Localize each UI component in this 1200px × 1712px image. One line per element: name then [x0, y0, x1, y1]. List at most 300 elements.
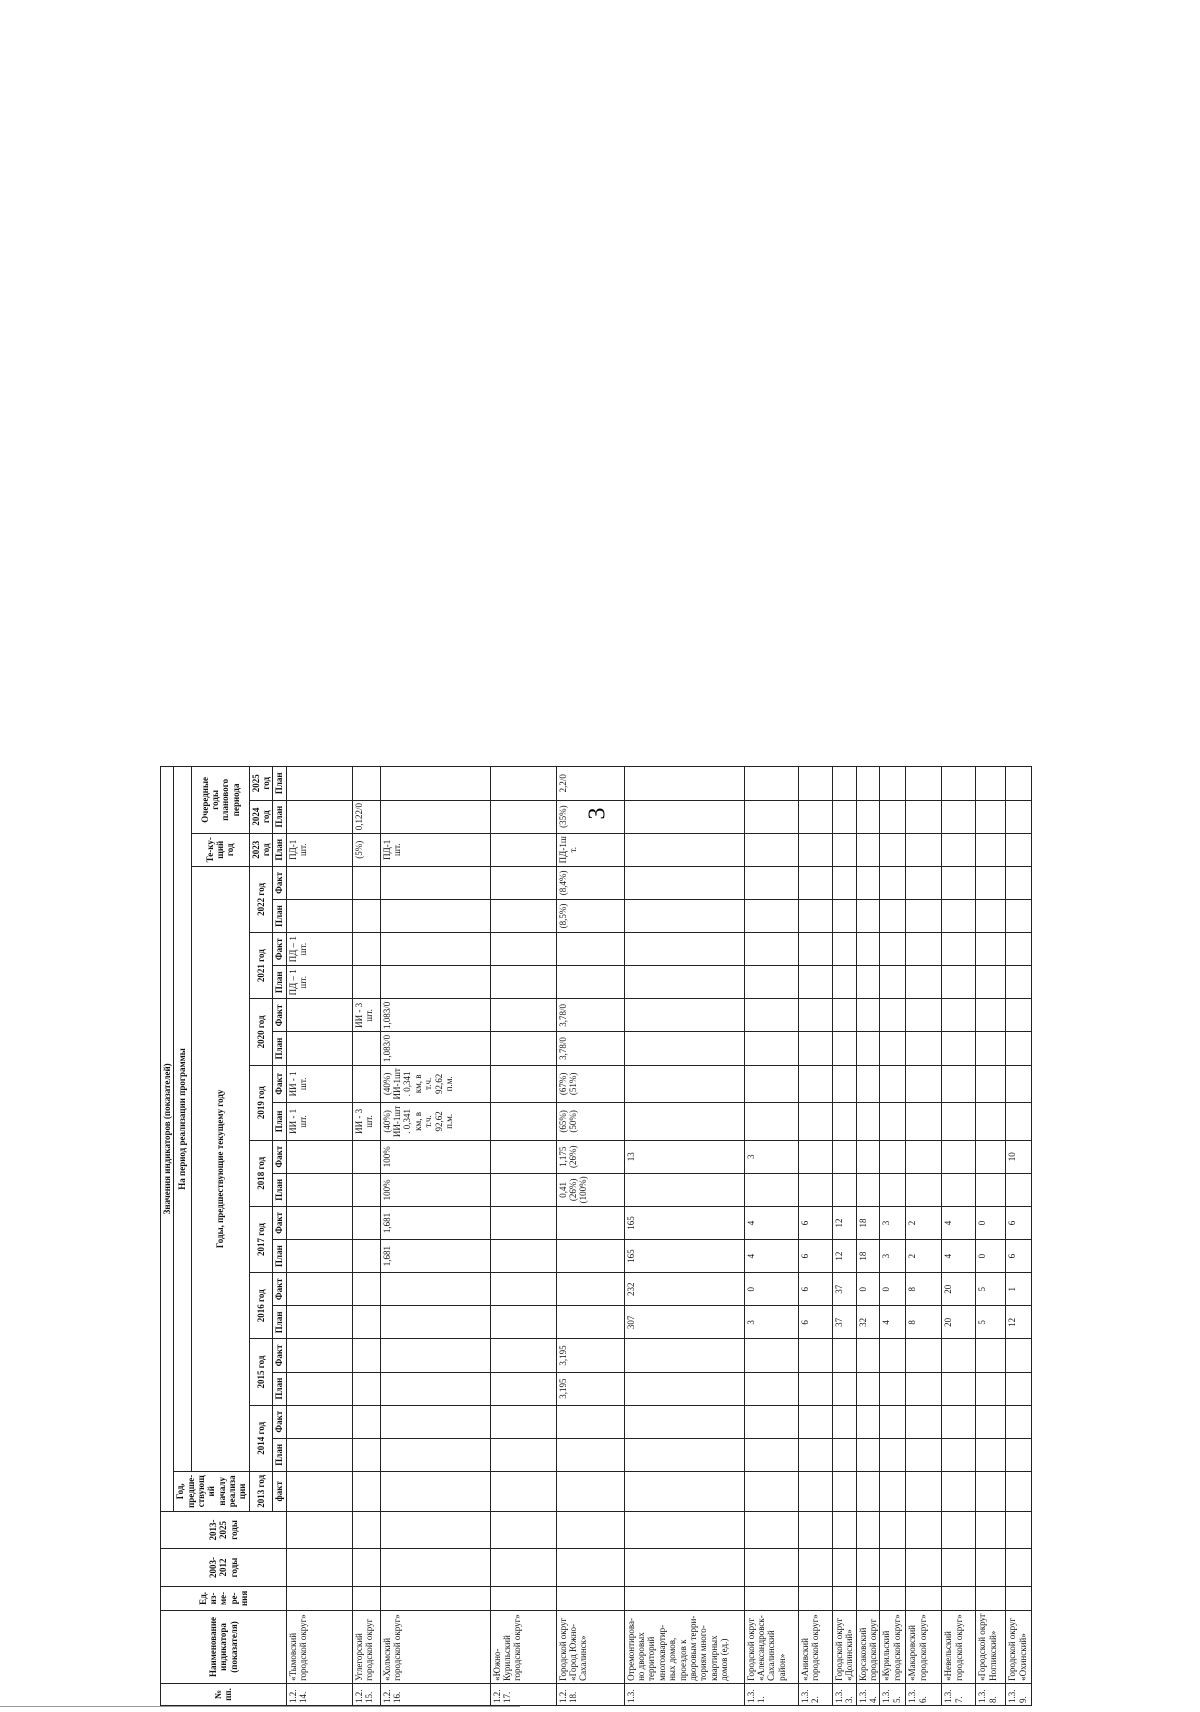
cell-v2016p: 6: [798, 1306, 832, 1339]
table-row: [352, 767, 380, 1706]
cell-v2023: [942, 833, 976, 866]
cell-v2013f: [556, 1471, 624, 1511]
cell-empty: [380, 1549, 490, 1587]
cell-v2016p: 8: [906, 1306, 942, 1339]
table-row: [942, 767, 976, 1706]
cell-v2017f: [352, 1206, 380, 1239]
header-values-title: Значения индикаторов (показателей): [161, 767, 174, 1512]
cell-empty: [1006, 1549, 1032, 1587]
cell-v2014p: [976, 1438, 1006, 1471]
cell-v2016f: [352, 1273, 380, 1306]
plan-2025: План: [273, 767, 286, 801]
cell-v2023: [906, 833, 942, 866]
header-row-1: [161, 767, 174, 1706]
table-row: [744, 767, 798, 1706]
cell-v2020p: 3,78/0: [556, 1032, 624, 1065]
cell-v2016f: 8: [906, 1273, 942, 1306]
cell-v2013f: [832, 1471, 856, 1511]
cell-v2022f: [286, 866, 352, 899]
cell-v2025: [490, 767, 556, 801]
cell-name: «Макаровский городской округ»: [906, 1611, 942, 1684]
cell-v2024: [856, 800, 880, 833]
cell-empty: [798, 1511, 832, 1549]
cell-num: 1.2.16.: [380, 1683, 490, 1705]
cell-num: 1.3.8.: [976, 1683, 1006, 1705]
cell-v2025: [832, 767, 856, 801]
cell-v2020p: [942, 1032, 976, 1065]
cell-empty: [744, 1586, 798, 1610]
cell-v2019p: [856, 1103, 880, 1141]
cell-v2019p: [942, 1103, 976, 1141]
cell-v2024: (35%): [556, 800, 624, 833]
cell-v2018f: [352, 1140, 380, 1173]
cell-v2024: [380, 800, 490, 833]
cell-v2019f: ИИ - 1 шт.: [286, 1065, 352, 1103]
cell-v2022f: (8,4%): [556, 866, 624, 899]
cell-v2025: [856, 767, 880, 801]
cell-v2020f: [798, 999, 832, 1032]
cell-v2019p: [624, 1103, 744, 1141]
cell-v2017p: 4: [942, 1240, 976, 1273]
cell-v2022p: [286, 899, 352, 932]
cell-v2021p: [856, 966, 880, 999]
cell-v2018p: [744, 1173, 798, 1206]
cell-v2018p: 100%: [380, 1173, 490, 1206]
year-2013: 2013 год: [249, 1471, 273, 1511]
cell-v2015p: [1006, 1372, 1032, 1405]
cell-empty: [352, 1586, 380, 1610]
cell-v2016f: 37: [832, 1273, 856, 1306]
cell-name: «Тымовский городской округ»: [286, 1611, 352, 1684]
cell-v2020p: [490, 1032, 556, 1065]
cell-v2017f: 3: [880, 1206, 906, 1239]
cell-v2021f: ПД – 1 шт.: [286, 933, 352, 966]
cell-v2019p: [1006, 1103, 1032, 1141]
cell-v2017p: 0: [976, 1240, 1006, 1273]
cell-v2025: 2,2/0: [556, 767, 624, 801]
cell-v2022f: [976, 866, 1006, 899]
cell-v2025: [1006, 767, 1032, 801]
cell-v2022p: [352, 899, 380, 932]
cell-v2021p: [942, 966, 976, 999]
cell-v2016p: 3: [744, 1306, 798, 1339]
cell-v2019f: [1006, 1065, 1032, 1103]
cell-name: «Городской округ Ногликский»: [976, 1611, 1006, 1684]
cell-empty: [906, 1511, 942, 1549]
cell-v2025: [976, 767, 1006, 801]
cell-empty: [556, 1549, 624, 1587]
cell-v2021p: [880, 966, 906, 999]
cell-v2014f: [380, 1405, 490, 1438]
cell-empty: [880, 1511, 906, 1549]
cell-v2022p: [906, 899, 942, 932]
cell-v2014p: [906, 1438, 942, 1471]
cell-empty: [1006, 1586, 1032, 1610]
cell-empty: [624, 1586, 744, 1610]
cell-v2022f: [380, 866, 490, 899]
fact-2016: Факт: [273, 1273, 286, 1306]
cell-v2019p: ИИ - 3 шт.: [352, 1103, 380, 1141]
cell-v2022p: [880, 899, 906, 932]
cell-v2019f: [744, 1065, 798, 1103]
cell-v2020f: [1006, 999, 1032, 1032]
cell-v2019f: [798, 1065, 832, 1103]
table-row: [1006, 767, 1032, 1706]
cell-empty: [798, 1586, 832, 1610]
plan-2023: План: [273, 833, 286, 866]
cell-v2014p: [832, 1438, 856, 1471]
header-prev-years: Годы, предшествующие текущему году: [191, 866, 249, 1471]
cell-v2021f: [942, 933, 976, 966]
cell-empty: [286, 1549, 352, 1587]
cell-v2014p: [352, 1438, 380, 1471]
plan-2014: План: [273, 1438, 286, 1471]
cell-empty: [942, 1549, 976, 1587]
cell-v2021p: [1006, 966, 1032, 999]
cell-v2017p: [556, 1240, 624, 1273]
cell-v2024: [880, 800, 906, 833]
table-row: [380, 767, 490, 1706]
cell-v2016p: 12: [1006, 1306, 1032, 1339]
cell-v2016f: [380, 1273, 490, 1306]
cell-v2019p: ИИ - 1 шт.: [286, 1103, 352, 1141]
cell-v2023: [798, 833, 832, 866]
cell-v2015f: [624, 1339, 744, 1372]
cell-v2016f: 1: [1006, 1273, 1032, 1306]
cell-name: Городской округ «Город Южно-Сахалинск»: [556, 1611, 624, 1684]
cell-empty: [286, 1586, 352, 1610]
cell-v2017p: 1,681: [380, 1240, 490, 1273]
cell-name: Городской округ «Охинский»: [1006, 1611, 1032, 1684]
year-2015: 2015 год: [249, 1339, 273, 1405]
cell-v2015p: [490, 1372, 556, 1405]
cell-v2015f: [798, 1339, 832, 1372]
cell-v2014f: [798, 1405, 832, 1438]
cell-v2022p: [942, 899, 976, 932]
cell-v2016p: [352, 1306, 380, 1339]
cell-empty: [352, 1511, 380, 1549]
cell-v2025: [906, 767, 942, 801]
cell-empty: [832, 1511, 856, 1549]
cell-v2017p: 165: [624, 1240, 744, 1273]
cell-num: 1.2.18.: [556, 1683, 624, 1705]
cell-v2013f: [1006, 1471, 1032, 1511]
cell-v2020p: [880, 1032, 906, 1065]
cell-v2015f: [856, 1339, 880, 1372]
cell-empty: [976, 1586, 1006, 1610]
cell-empty: [976, 1549, 1006, 1587]
cell-v2014f: [880, 1405, 906, 1438]
cell-empty: [352, 1549, 380, 1587]
cell-v2020p: [352, 1032, 380, 1065]
cell-v2022p: [798, 899, 832, 932]
plan-2020: План: [273, 1032, 286, 1065]
table-row: [906, 767, 942, 1706]
cell-v2019p: (65%) (50%): [556, 1103, 624, 1141]
cell-v2023: [832, 833, 856, 866]
cell-v2020f: [976, 999, 1006, 1032]
cell-v2024: [976, 800, 1006, 833]
cell-v2014f: [976, 1405, 1006, 1438]
cell-v2021f: [856, 933, 880, 966]
scan-edge-line: [0, 1706, 520, 1707]
fact-2020: Факт: [273, 999, 286, 1032]
year-2023: 2023 год: [249, 833, 273, 866]
cell-v2015f: [906, 1339, 942, 1372]
table-row: [556, 767, 624, 1706]
header-prev-year: Год, предше-ствующий началу реализации: [174, 1471, 249, 1511]
cell-v2013f: [286, 1471, 352, 1511]
cell-v2018f: [832, 1140, 856, 1173]
cell-v2022f: [490, 866, 556, 899]
cell-v2022p: [380, 899, 490, 932]
cell-empty: [380, 1511, 490, 1549]
cell-v2023: ПД-1шт.: [556, 833, 624, 866]
year-2022: 2022 год: [249, 866, 273, 932]
cell-v2014f: [744, 1405, 798, 1438]
cell-v2013f: [624, 1471, 744, 1511]
cell-empty: [832, 1549, 856, 1587]
cell-v2018f: [906, 1140, 942, 1173]
table-row: [286, 767, 352, 1706]
table-row: [976, 767, 1006, 1706]
cell-v2020p: [856, 1032, 880, 1065]
cell-v2015f: [832, 1339, 856, 1372]
cell-v2021f: [880, 933, 906, 966]
cell-v2020f: [832, 999, 856, 1032]
cell-v2017p: 2: [906, 1240, 942, 1273]
cell-v2016p: 307: [624, 1306, 744, 1339]
cell-v2022f: [880, 866, 906, 899]
cell-v2016f: 20: [942, 1273, 976, 1306]
cell-v2019f: [942, 1065, 976, 1103]
cell-v2014f: [1006, 1405, 1032, 1438]
cell-empty: [490, 1549, 556, 1587]
cell-v2014p: [286, 1438, 352, 1471]
cell-v2022f: [832, 866, 856, 899]
cell-empty: [286, 1511, 352, 1549]
cell-v2015f: [286, 1339, 352, 1372]
cell-v2014f: [906, 1405, 942, 1438]
cell-v2016f: [556, 1273, 624, 1306]
cell-num: 1.3.4.: [856, 1683, 880, 1705]
cell-v2017f: 0: [976, 1206, 1006, 1239]
cell-v2018f: [942, 1140, 976, 1173]
cell-v2017f: [556, 1206, 624, 1239]
fact-2019: Факт: [273, 1065, 286, 1103]
cell-v2019f: [856, 1065, 880, 1103]
rotated-table-wrapper: [160, 32, 1100, 1706]
cell-v2024: [906, 800, 942, 833]
cell-v2018f: 10: [1006, 1140, 1032, 1173]
plan-2019: План: [273, 1103, 286, 1141]
fact-2015: Факт: [273, 1339, 286, 1372]
cell-v2017p: [286, 1240, 352, 1273]
cell-v2016p: 5: [976, 1306, 1006, 1339]
cell-v2020p: [624, 1032, 744, 1065]
plan-2022: План: [273, 899, 286, 932]
cell-v2019f: [490, 1065, 556, 1103]
cell-name: «Невельский городской округ»: [942, 1611, 976, 1684]
cell-v2016p: 4: [880, 1306, 906, 1339]
year-2019: 2019 год: [249, 1065, 273, 1140]
cell-v2022p: [624, 899, 744, 932]
table-row: [624, 767, 744, 1706]
cell-v2025: [286, 767, 352, 801]
cell-v2023: ПД-1 шт.: [380, 833, 490, 866]
cell-v2017p: [352, 1240, 380, 1273]
cell-v2017p: 12: [832, 1240, 856, 1273]
cell-v2015p: [976, 1372, 1006, 1405]
cell-v2016f: 232: [624, 1273, 744, 1306]
cell-empty: [906, 1586, 942, 1610]
cell-v2017p: 3: [880, 1240, 906, 1273]
cell-v2015f: [490, 1339, 556, 1372]
cell-name: «Южно-Курильский городской округ»: [490, 1611, 556, 1684]
cell-v2017p: [490, 1240, 556, 1273]
cell-v2015f: [744, 1339, 798, 1372]
cell-v2020p: [798, 1032, 832, 1065]
cell-v2013f: [744, 1471, 798, 1511]
cell-v2021p: [556, 966, 624, 999]
cell-v2015p: [744, 1372, 798, 1405]
cell-v2022f: [624, 866, 744, 899]
cell-v2023: [744, 833, 798, 866]
header-name: Наименование индикатора (показателя): [161, 1611, 287, 1684]
cell-v2013f: [880, 1471, 906, 1511]
cell-v2017f: 6: [1006, 1206, 1032, 1239]
cell-empty: [556, 1586, 624, 1610]
cell-v2018f: [490, 1140, 556, 1173]
cell-v2020f: [880, 999, 906, 1032]
cell-empty: [798, 1549, 832, 1587]
cell-v2023: [1006, 833, 1032, 866]
cell-empty: [490, 1586, 556, 1610]
cell-v2016f: 0: [856, 1273, 880, 1306]
cell-v2018f: [976, 1140, 1006, 1173]
cell-name: «Холмский городской округ»: [380, 1611, 490, 1684]
cell-v2018p: [832, 1173, 856, 1206]
cell-v2021p: [976, 966, 1006, 999]
cell-num: 1.3.9.: [1006, 1683, 1032, 1705]
cell-v2020f: [490, 999, 556, 1032]
cell-v2025: [744, 767, 798, 801]
cell-v2020p: [906, 1032, 942, 1065]
cell-v2015p: [906, 1372, 942, 1405]
cell-v2020f: [906, 999, 942, 1032]
header-unit: Ед. из-ме-ре-ния: [161, 1586, 287, 1610]
cell-v2016p: [286, 1306, 352, 1339]
cell-v2021p: [832, 966, 856, 999]
cell-v2016f: 0: [744, 1273, 798, 1306]
cell-v2020f: 1,083/0: [380, 999, 490, 1032]
cell-num: 1.3.: [624, 1683, 744, 1705]
cell-v2014p: [1006, 1438, 1032, 1471]
cell-v2021f: [490, 933, 556, 966]
cell-v2022p: [744, 899, 798, 932]
cell-v2022f: [856, 866, 880, 899]
cell-v2022f: [352, 866, 380, 899]
cell-v2015p: [624, 1372, 744, 1405]
year-2024: 2024 год: [249, 800, 273, 833]
cell-v2025: [352, 767, 380, 801]
cell-v2022f: [744, 866, 798, 899]
plan-2015: План: [273, 1372, 286, 1405]
cell-v2018p: 0,41 (26%) (100%): [556, 1173, 624, 1206]
cell-v2018p: [942, 1173, 976, 1206]
cell-v2017p: 6: [1006, 1240, 1032, 1273]
cell-v2021p: [798, 966, 832, 999]
cell-v2013f: [352, 1471, 380, 1511]
cell-v2015p: [942, 1372, 976, 1405]
plan-2024: План: [273, 800, 286, 833]
cell-empty: [1006, 1511, 1032, 1549]
table-row: [856, 767, 880, 1706]
cell-v2017f: 165: [624, 1206, 744, 1239]
cell-v2023: [856, 833, 880, 866]
cell-v2014p: [942, 1438, 976, 1471]
cell-empty: [856, 1511, 880, 1549]
header-next: Очередные годы планового периода: [191, 767, 249, 834]
year-2014: 2014 год: [249, 1405, 273, 1471]
cell-v2018p: [624, 1173, 744, 1206]
cell-v2023: ПД-1 шт.: [286, 833, 352, 866]
cell-empty: [942, 1511, 976, 1549]
cell-v2017f: 6: [798, 1206, 832, 1239]
cell-v2015p: [286, 1372, 352, 1405]
cell-v2014p: [744, 1438, 798, 1471]
cell-v2016f: 0: [880, 1273, 906, 1306]
cell-v2025: [880, 767, 906, 801]
cell-empty: [490, 1511, 556, 1549]
cell-v2022f: [942, 866, 976, 899]
cell-num: 1.2.15.: [352, 1683, 380, 1705]
cell-v2021p: [490, 966, 556, 999]
cell-v2017f: 2: [906, 1206, 942, 1239]
cell-v2016p: [556, 1306, 624, 1339]
cell-v2020p: [976, 1032, 1006, 1065]
cell-v2013f: [380, 1471, 490, 1511]
cell-empty: [744, 1549, 798, 1587]
year-2017: 2017 год: [249, 1206, 273, 1272]
cell-v2020p: 1,083/0: [380, 1032, 490, 1065]
cell-v2016f: 5: [976, 1273, 1006, 1306]
header-period-title: На период реализации программы: [174, 767, 191, 1472]
cell-v2025: [942, 767, 976, 801]
cell-v2014f: [856, 1405, 880, 1438]
cell-v2022p: [856, 899, 880, 932]
cell-v2022f: [798, 866, 832, 899]
cell-v2013f: [976, 1471, 1006, 1511]
cell-v2021p: [744, 966, 798, 999]
cell-v2020f: [744, 999, 798, 1032]
cell-v2024: [832, 800, 856, 833]
cell-v2018p: [1006, 1173, 1032, 1206]
cell-v2013f: [942, 1471, 976, 1511]
cell-v2013f: [490, 1471, 556, 1511]
cell-v2017p: 4: [744, 1240, 798, 1273]
cell-v2015p: [880, 1372, 906, 1405]
cell-empty: [906, 1549, 942, 1587]
cell-v2022p: [1006, 899, 1032, 932]
cell-v2017f: 12: [832, 1206, 856, 1239]
cell-v2018f: 13: [624, 1140, 744, 1173]
cell-v2021f: [832, 933, 856, 966]
cell-v2024: [798, 800, 832, 833]
cell-v2016p: [380, 1306, 490, 1339]
cell-v2014f: [352, 1405, 380, 1438]
cell-v2014f: [942, 1405, 976, 1438]
